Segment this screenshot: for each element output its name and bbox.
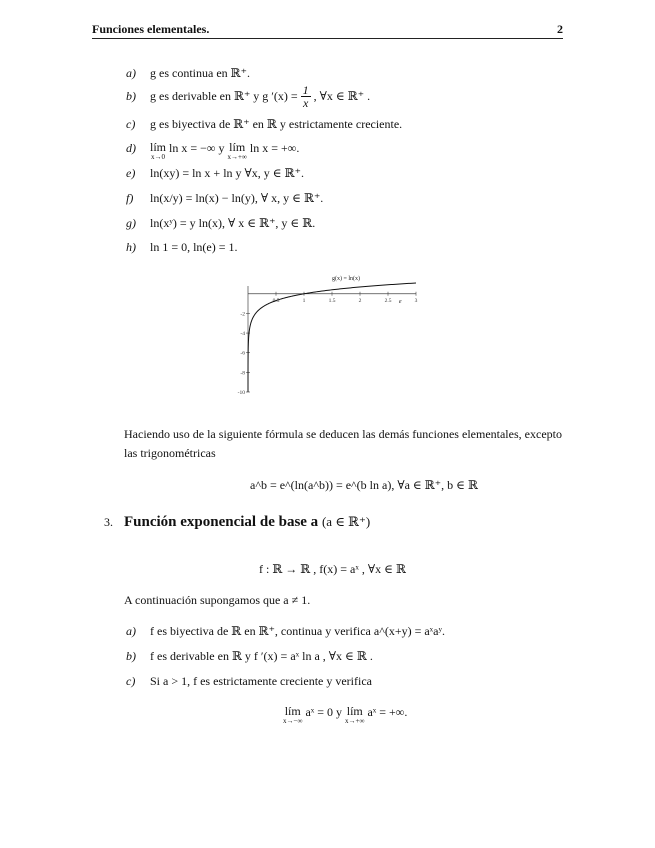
section-number: 3. xyxy=(104,515,113,529)
section-condition: (a ∈ ℝ⁺) xyxy=(321,514,371,529)
x-tick-label: 3 xyxy=(414,297,418,304)
list-item: c) g es biyectiva de ℝ⁺ en ℝ y estrictamente creciente. xyxy=(126,117,403,131)
item-text: g es biyectiva de ℝ⁺ en ℝ y estrictamente creciente. xyxy=(150,117,403,131)
formula-exp: a^b = e^(ln(a^b)) = e^(b ln a), ∀a ∈ ℝ⁺, b ∈ ℝ xyxy=(250,478,478,492)
x-tick-label: 0.5 xyxy=(272,297,280,304)
list-item: e) ln(xy) = ln x + ln y ∀x, y ∈ ℝ⁺. xyxy=(126,166,304,180)
fraction: $\frac{1}{x}$ xyxy=(302,83,309,110)
item-text: f es biyectiva de ℝ en ℝ⁺, continua y verifica a^(x+y) = aˣaʸ. xyxy=(150,624,446,638)
x-tick-label: 2 xyxy=(358,297,362,304)
limit: lím x→−∞ xyxy=(283,704,303,725)
list-item: h) ln 1 = 0, ln(e) = 1. xyxy=(126,240,238,254)
x-tick-label: 1.5 xyxy=(328,297,336,304)
x-tick-label: 2.5 xyxy=(384,297,392,304)
item-text: Si a > 1, f es estrictamente creciente y verifica xyxy=(150,674,372,688)
paragraph-assume: A continuación supongamos que a ≠ 1. xyxy=(124,593,311,607)
item-text: ln(x/y) = ln(x) − ln(y), ∀ x, y ∈ ℝ⁺. xyxy=(150,191,324,205)
formula-limits: lím x→−∞ aˣ = 0 y lím x→+∞ aˣ = +∞. xyxy=(283,704,408,725)
formula-def: f : ℝ → ℝ , f(x) = aˣ , ∀x ∈ ℝ xyxy=(259,562,406,576)
y-tick-label: -10 xyxy=(237,390,245,396)
list-item: a) g es continua en ℝ⁺. xyxy=(126,66,250,80)
limit: lím x→+∞ xyxy=(345,704,365,725)
item-text: g es continua en ℝ⁺. xyxy=(150,66,250,80)
page-number: 2 xyxy=(557,22,563,36)
item-text: g es derivable en ℝ⁺ y g ′(x) = xyxy=(150,89,298,103)
y-tick-label: -4 xyxy=(240,331,245,338)
paragraph-intro: Haciendo uso de la siguiente fórmula se deducen las demás funciones elementales, excepto las trigonométricas xyxy=(124,427,562,460)
y-tick-label: -8 xyxy=(240,370,245,377)
annotation-e: e xyxy=(398,298,402,305)
chart-title: g(x) = ln(x) xyxy=(331,276,361,282)
x-tick-label: 1 xyxy=(302,297,306,304)
section-title: Función exponencial de base a xyxy=(124,514,319,530)
item-text: f es derivable en ℝ y f ′(x) = aˣ ln a , ∀x ∈ ℝ . xyxy=(150,649,373,663)
list-item: f) ln(x/y) = ln(x) − ln(y), ∀ x, y ∈ ℝ⁺. xyxy=(126,191,324,205)
list-item: b) f es derivable en ℝ y f ′(x) = aˣ ln a , ∀x ∈ ℝ . xyxy=(126,649,373,663)
ln-chart xyxy=(230,270,430,396)
limit: lím x→+∞ xyxy=(227,140,247,161)
item-text: ln(xy) = ln x + ln y ∀x, y ∈ ℝ⁺. xyxy=(150,166,304,180)
list-item: d) lím x→0 ln x = −∞ y lím x→+∞ ln x = +∞. xyxy=(126,140,300,161)
page-header xyxy=(92,22,563,39)
list-item: b) g es derivable en ℝ⁺ y g ′(x) = $\frac{1}{x}$ , ∀x ∈ ℝ⁺ . xyxy=(126,83,371,110)
list-item: a) f es biyectiva de ℝ en ℝ⁺, continua y verifica a^(x+y) = aˣaʸ. xyxy=(126,624,446,638)
limit: lím x→0 xyxy=(150,140,167,161)
list-item: g) ln(xʸ) = y ln(x), ∀ x ∈ ℝ⁺, y ∈ ℝ. xyxy=(126,216,316,230)
section-heading xyxy=(104,514,370,531)
list-item: c) Si a > 1, f es estrictamente creciente y verifica xyxy=(126,674,372,688)
header-title: Funciones elementales. xyxy=(92,22,210,36)
item-text: ln 1 = 0, ln(e) = 1. xyxy=(150,240,238,254)
y-tick-label: -6 xyxy=(240,350,245,357)
item-text: ln(xʸ) = y ln(x), ∀ x ∈ ℝ⁺, y ∈ ℝ. xyxy=(150,216,316,230)
y-tick-label: -2 xyxy=(240,311,245,318)
